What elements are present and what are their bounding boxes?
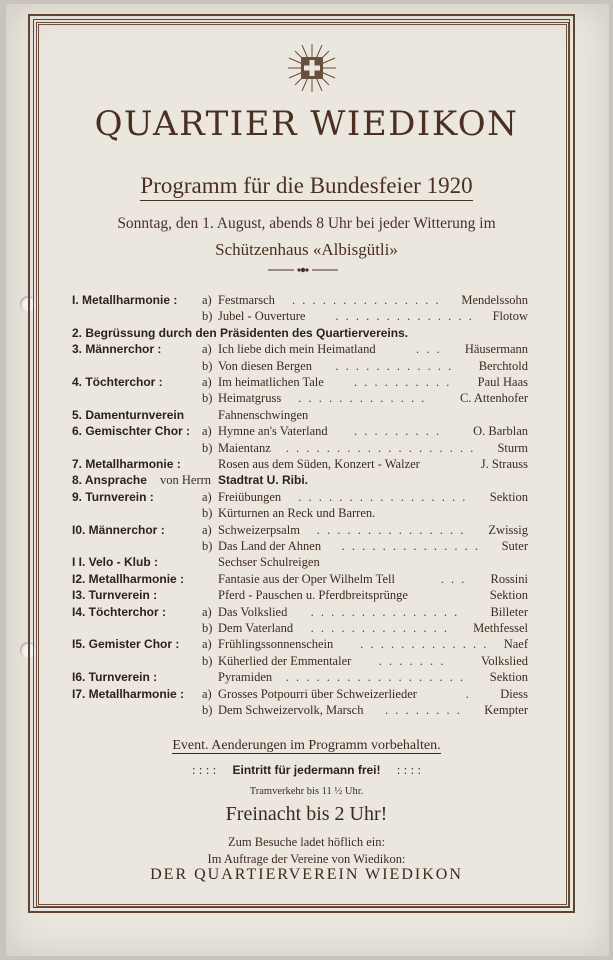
dot-leader: . . . . . . . . .	[354, 424, 442, 439]
tram-service-note: Tramverkehr bis 11 ½ Uhr.	[249, 786, 364, 797]
invitation-line-2: Im Auftrage der Vereine von Wiedikon:	[207, 852, 406, 866]
dot-leader: . . .	[416, 342, 442, 357]
composer-name: Sektion	[489, 588, 528, 603]
program-number: I4. Töchterchor :	[72, 604, 167, 619]
composer-name: Naef	[503, 637, 528, 652]
program-number: 3. Männerchor :	[72, 342, 162, 357]
item-letter: b)	[202, 440, 213, 455]
item-letter: a)	[202, 342, 212, 357]
program-number: 4. Töchterchor :	[72, 375, 163, 389]
composer-name: Rossini	[490, 571, 528, 586]
program-number: I0. Männerchor :	[72, 522, 165, 537]
item-letter: a)	[202, 522, 212, 537]
program-row	[0, 653, 613, 669]
program-number: 6. Gemischter Chor :	[72, 424, 191, 439]
item-letter: b)	[202, 653, 213, 668]
item-letter: b)	[202, 391, 213, 406]
piece-title: Rosen aus dem Süden, Konzert - Walzer	[218, 457, 420, 471]
freinacht-announcement: Freinacht bis 2 Uhr!	[225, 803, 388, 825]
piece-title: Festmarsch	[218, 293, 275, 307]
item-letter: b)	[202, 703, 213, 717]
event-venue: Schützenhaus «Albisgütli»	[215, 240, 398, 259]
dot-leader: . . . . . . . . . . . . . . .	[316, 522, 466, 537]
program-number: I5. Gemister Chor :	[72, 637, 180, 652]
changes-note: Event. Aenderungen im Programm vorbehalten.	[172, 738, 441, 753]
program-number: 5. Damenturnverein	[72, 407, 185, 422]
dot-leader: . . . . . . . . . . . . . .	[310, 621, 449, 635]
program-number: 9. Turnverein :	[72, 489, 154, 504]
composer-name: Sektion	[489, 489, 528, 504]
piece-title: Hymne an's Vaterland	[218, 424, 328, 439]
item-letter: a)	[202, 686, 212, 701]
dot-leader: . . . . . . . . . . . . . .	[335, 309, 474, 324]
dot-leader: . . . . . . . . . . . . . . . . . .	[285, 670, 466, 685]
dot-leader: . . . . . . . . . . . . . . . . .	[298, 489, 468, 504]
dot-leader: .	[465, 686, 471, 701]
program-row	[0, 325, 613, 341]
document-subtitle: Programm für die Bundesfeier 1920	[0, 173, 613, 199]
piece-title: Jubel - Ouverture	[218, 309, 306, 324]
piece-title: Das Land der Ahnen	[218, 539, 322, 553]
piece-title: Grosses Potpourri über Schweizerlieder	[218, 686, 417, 701]
program-row	[0, 522, 613, 538]
entry-deco-left: : : : :	[192, 762, 217, 777]
decorative-divider	[268, 266, 338, 274]
program-row	[0, 686, 613, 702]
piece-title: Küherlied der Emmentaler	[218, 653, 352, 668]
composer-name: Häusermann	[464, 342, 528, 357]
program-row	[0, 308, 613, 324]
program-number: I7. Metallharmonie :	[72, 686, 185, 701]
dot-leader: . . . . . . . . . . . . . . . . . . .	[285, 440, 476, 455]
dot-leader: . . . . . . . . . . . . .	[298, 391, 427, 406]
dot-leader: . . . . . . . .	[385, 703, 462, 717]
program-row	[0, 702, 613, 718]
piece-title: Pyramiden	[218, 670, 273, 685]
program-row	[0, 636, 613, 652]
composer-name: C. Attenhofer	[459, 391, 528, 406]
piece-title: Ich liebe dich mein Heimatland	[218, 342, 376, 357]
program-row	[0, 604, 613, 620]
piece-title: Sechser Schulreigen	[218, 555, 320, 570]
program-number: 8. Ansprache	[72, 473, 147, 488]
dot-leader: . . . . . . . . . . . . . .	[341, 539, 480, 553]
piece-title: Schweizerpsalm	[218, 522, 300, 537]
program-row	[0, 407, 613, 423]
piece-title: Heimatgruss	[218, 391, 282, 406]
item-letter: a)	[202, 375, 212, 389]
event-dateline: Sonntag, den 1. August, abends 8 Uhr bei jeder Witterung im	[117, 215, 496, 232]
item-letter: a)	[202, 604, 212, 619]
composer-name: Kempter	[484, 703, 528, 717]
composer-name: Volkslied	[481, 653, 528, 668]
dot-leader: . . . . . . .	[378, 653, 446, 668]
program-row	[0, 489, 613, 505]
composer-name: J. Strauss	[480, 457, 528, 471]
piece-title: Kürturnen an Reck und Barren.	[218, 506, 376, 521]
free-entry-text: Eintritt für jedermann frei!	[232, 763, 381, 777]
dot-leader: . . .	[440, 571, 467, 586]
program-row	[0, 538, 613, 554]
item-letter: b)	[202, 358, 213, 373]
piece-title: Dem Schweizervolk, Marsch	[218, 703, 364, 717]
dot-leader: . . . . . . . . . . . .	[335, 358, 454, 373]
dot-leader: . . . . . . . . . . . . . . .	[292, 293, 441, 307]
piece-title: Fantasie aus der Oper Wilhelm Tell	[218, 571, 395, 586]
piece-title: Frühlingssonnenschein	[218, 637, 334, 652]
program-number: I3. Turnverein :	[72, 588, 158, 603]
program-row	[0, 341, 613, 357]
dot-leader: . . . . . . . . . .	[354, 375, 452, 389]
piece-title: Das Volkslied	[218, 604, 288, 619]
entry-deco-right: : : : :	[396, 762, 421, 777]
composer-name: Zwissig	[488, 522, 528, 537]
item-letter: a)	[202, 424, 212, 439]
composer-name: Billeter	[490, 604, 528, 619]
speaker-name: Stadtrat U. Ribi.	[218, 473, 309, 488]
item-letter: b)	[202, 309, 213, 324]
program-row	[0, 440, 613, 456]
invitation-line-1: Zum Besuche ladet höflich ein:	[228, 835, 385, 849]
item-letter: b)	[202, 621, 213, 635]
item-letter: a)	[202, 293, 212, 307]
free-entry-line	[0, 762, 613, 778]
program-row	[0, 358, 613, 374]
composer-name: Suter	[501, 539, 528, 553]
program-row	[0, 292, 613, 308]
composer-name: Sektion	[489, 670, 528, 685]
composer-name: Paul Haas	[477, 375, 528, 389]
piece-title: Fahnenschwingen	[218, 407, 309, 422]
program-row	[0, 456, 613, 472]
piece-title: Von diesen Bergen	[218, 358, 312, 373]
composer-name: Sturm	[497, 440, 528, 455]
speech-intro: von Herrn	[160, 473, 212, 488]
composer-name: Flotow	[492, 309, 528, 324]
program-number: I I. Velo - Klub :	[72, 555, 159, 570]
composer-name: O. Barblan	[473, 424, 528, 439]
piece-title: Maientanz	[218, 440, 271, 455]
program-row	[0, 505, 613, 521]
dot-leader: . . . . . . . . . . . . . . .	[310, 604, 460, 619]
program-number: 2. Begrüssung durch den Präsidenten des Quartiervereins.	[72, 325, 409, 340]
piece-title: Freiübungen	[218, 489, 282, 504]
composer-name: Diess	[500, 686, 528, 701]
item-letter: b)	[202, 539, 213, 553]
piece-title: Pferd - Pauschen u. Pferdbreitsprünge	[218, 588, 408, 603]
program-row	[0, 472, 613, 488]
program-number: I. Metallharmonie :	[72, 293, 178, 307]
program-number: 7. Metallharmonie :	[72, 457, 181, 471]
program-row	[0, 620, 613, 636]
program-row	[0, 571, 613, 587]
piece-title: Im heimatlichen Tale	[218, 375, 324, 389]
item-letter: a)	[202, 637, 212, 652]
program-row	[0, 554, 613, 570]
program-row	[0, 587, 613, 603]
program-number: I6. Turnverein :	[72, 670, 158, 685]
document-title: QUARTIER WIEDIKON	[94, 104, 519, 144]
item-letter: a)	[202, 489, 212, 504]
program-number: I2. Metallharmonie :	[72, 571, 185, 586]
program-row	[0, 669, 613, 685]
swiss-cross-sunburst-icon	[286, 42, 338, 94]
dot-leader: . . . . . . . . . . . . .	[360, 637, 489, 652]
item-letter: b)	[202, 506, 213, 521]
composer-name: Berchtold	[478, 358, 528, 373]
composer-name: Mendelssohn	[461, 293, 528, 307]
organizer-signature: DER QUARTIERVEREIN WIEDIKON	[150, 866, 463, 883]
composer-name: Methfessel	[473, 621, 528, 635]
program-row	[0, 423, 613, 439]
program-row	[0, 390, 613, 406]
program-row	[0, 374, 613, 390]
piece-title: Dem Vaterland	[218, 621, 294, 635]
